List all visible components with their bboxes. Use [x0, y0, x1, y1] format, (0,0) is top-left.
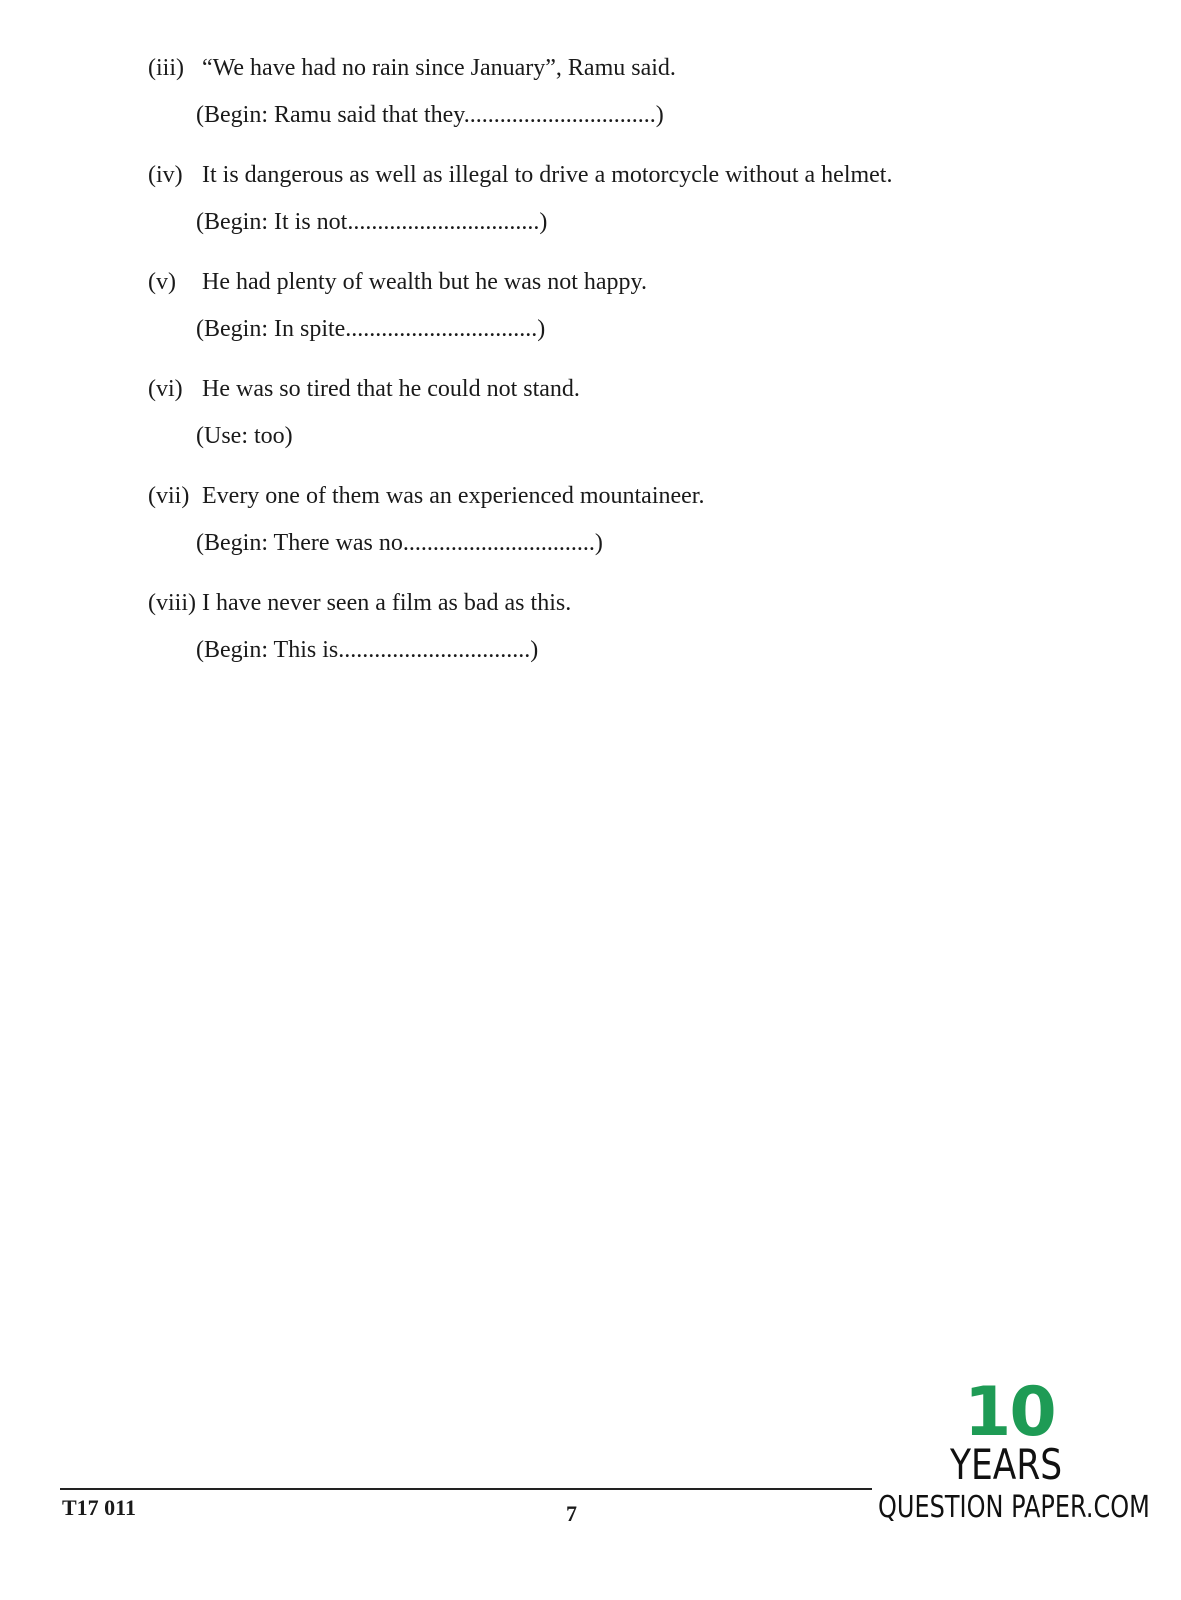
question-number: (iii) — [148, 55, 184, 81]
question-text: It is dangerous as well as illegal to drive a motorcycle without a helmet. — [202, 162, 893, 188]
watermark-logo — [872, 1373, 1162, 1538]
question-line — [148, 155, 892, 195]
question-text: He was so tired that he could not stand. — [202, 376, 580, 402]
question-text: Every one of them was an experienced mountaineer. — [202, 483, 705, 509]
paper-code: T17 011 — [62, 1495, 136, 1520]
question-text: I have never seen a film as bad as this. — [202, 590, 572, 616]
question-hint: (Begin: There was no................................) — [196, 530, 603, 556]
question-hint: (Begin: It is not................................) — [196, 209, 548, 235]
question-line — [148, 48, 676, 88]
question-list — [148, 48, 1048, 690]
question-line — [148, 262, 647, 302]
question-item — [148, 262, 1048, 369]
question-number: (vii) — [148, 483, 190, 509]
question-item — [148, 583, 1048, 690]
question-number: (vi) — [148, 376, 183, 402]
logo-word: YEARS — [950, 1440, 1063, 1489]
question-number: (v) — [148, 269, 176, 295]
question-text: He had plenty of wealth but he was not happy. — [202, 269, 647, 295]
question-hint: (Begin: This is................................) — [196, 637, 539, 663]
question-item — [148, 476, 1048, 583]
question-line — [148, 369, 580, 409]
question-item — [148, 369, 1048, 476]
question-number: (iv) — [148, 162, 183, 188]
question-hint: (Begin: In spite................................) — [196, 316, 546, 342]
question-item — [148, 48, 1048, 155]
footer-divider — [60, 1488, 872, 1490]
question-text: “We have had no rain since January”, Ramu said. — [202, 55, 676, 81]
page-number: 7 — [566, 1501, 577, 1526]
question-hint: (Use: too) — [196, 423, 293, 449]
question-line — [148, 476, 704, 516]
question-item — [148, 155, 1048, 262]
logo-number: 10 — [964, 1373, 1055, 1452]
question-number: (viii) — [148, 590, 196, 616]
logo-site-name: QUESTION PAPER.COM — [878, 1490, 1150, 1525]
question-line — [148, 583, 571, 623]
question-hint: (Begin: Ramu said that they................................) — [196, 102, 664, 128]
